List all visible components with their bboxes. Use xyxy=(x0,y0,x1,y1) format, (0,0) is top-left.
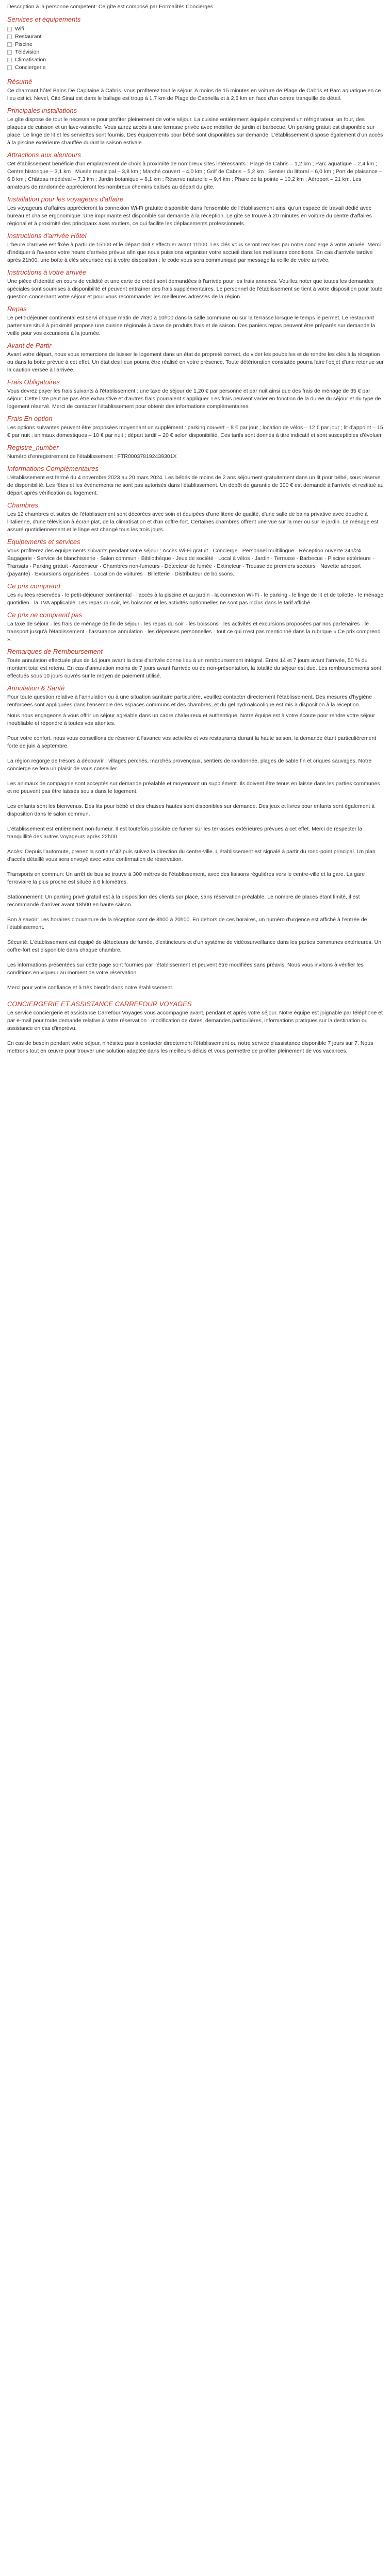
service-item xyxy=(7,25,384,33)
service-item xyxy=(7,48,384,56)
section-ce-prix-ne-comprend-pas xyxy=(7,610,384,643)
section-text: Pour toute question relative à l'annulation ou à une situation sanitaire particulière, veuillez contacter directement l'établissement. Des mesures d'hygiène renforcées sont appliquées dans l'ensemble des espaces communs et des chambres, et du gel hydroalcoolique est mis à disposition à la réception. xyxy=(7,694,372,708)
service-item xyxy=(7,56,384,64)
body-paragraph: Les animaux de compagnie sont acceptés sur demande préalable et moyennant un supplément. Ils doivent être tenus en laisse dans les parties communes et ne peuvent pas être laissés seuls dans le logement. xyxy=(7,781,380,794)
section-title: Repas xyxy=(7,305,27,313)
checkbox-icon xyxy=(7,65,12,70)
checkbox-icon xyxy=(7,35,12,39)
section-text: Le gîte dispose de tout le nécessaire pour profiter pleinement de votre séjour. La cuisine entièrement équipée comprend un réfrigérateur, un four, des plaques de cuisson et un lave-vaisselle. Vous aurez accès à une terrasse privée avec mobilier de jardin et barbecue. Un parking gratuit est disponible sur place. Le linge de lit et les serviettes sont fournis. Des équipements pour bébé sont disponibles sur demande. L'établissement dispose également d'un accès à la piscine extérieure chauffée durant la saison estivale. xyxy=(7,116,383,146)
section-title: Frais Obligatoires xyxy=(7,378,60,386)
section-annulation-sante xyxy=(7,683,384,709)
service-label: Wifi xyxy=(15,26,24,32)
section-text: Vous profiterez des équipements suivants pendant votre séjour : Accès Wi-Fi gratuit · Concierge · Personnel multilingue · Réception ouverte 24h/24 · Bagagerie · Service de blanchisserie · Salon commun · Bibliothèque · Jeux de société · Local à vélos · Jardin · Terrasse · Barbecue · Piscine extérieure · Transats · Parking gratuit · Ascenseur · Chambres non-fumeurs · Détecteur de fumée · Extincteur · Trousse de premiers secours · Navette aéroport (payante) · Excursions organisées · Location de voitures · Billetterie · Distributeur de boissons. xyxy=(7,548,374,577)
section-text: Les nuitées réservées · le petit-déjeuner continental · l'accès à la piscine et au jardin · la connexion Wi-Fi · le parking · le linge de lit et de toilette · le ménage quotidien · la TVA applicable. Les repas du soir, les boissons et les activités optionnelles ne sont pas inclus dans le tarif affiché. xyxy=(7,592,384,606)
section-title: CONCIERGERIE ET ASSISTANCE CARREFOUR VOYAGES xyxy=(7,1000,192,1008)
section-title: Registre_number xyxy=(7,444,59,451)
checkbox-icon xyxy=(7,42,12,47)
service-item xyxy=(7,33,384,41)
listing-page xyxy=(0,0,391,1055)
service-label: Conciergerie xyxy=(15,64,46,71)
service-label: Restaurant xyxy=(15,33,42,40)
checkbox-icon xyxy=(7,58,12,62)
section-instructions-arrivee xyxy=(7,231,384,264)
service-item xyxy=(7,41,384,48)
section-informations-complementaires xyxy=(7,464,384,497)
section-resume xyxy=(7,77,384,103)
section-title: Résumé xyxy=(7,78,32,86)
body-paragraph: L'établissement est entièrement non-fumeur. Il est toutefois possible de fumer sur les terrasses extérieures prévues à cet effet. Merci de respecter la tranquillité des autres voyageurs après 22h00. xyxy=(7,826,363,840)
services-section xyxy=(7,15,384,72)
service-label: Piscine xyxy=(15,41,32,47)
section-text: L'établissement est fermé du 4 novembre 2023 au 20 mars 2024. Les bébés de moins de 2 ans séjournent gratuitement dans un lit pour bébé, sous réserve de disponibilité. Les fêtes et les événements ne sont pas autorisés dans l'établissement. Un dépôt de garantie de 300 € est demandé à l'arrivée et restitué au départ après vérification du logement. xyxy=(7,474,384,496)
section-registre-number xyxy=(7,443,384,461)
section-title: Instructions d'arrivée Hôtel xyxy=(7,232,87,240)
section-title: Principales installations xyxy=(7,107,77,114)
section-frais-obligatoires xyxy=(7,377,384,411)
section-ce-prix-comprend xyxy=(7,581,384,607)
section-conciergerie xyxy=(7,999,384,1055)
body-paragraph: Pour votre confort, nous vous conseillons de réserver à l'avance vos activités et vos restaurants durant la haute saison, la demande étant particulièrement forte de juin à septembre. xyxy=(7,735,377,749)
body-paragraph: La région regorge de trésors à découvrir : villages perchés, marchés provençaux, sentiers de randonnée, plages de sable fin et criques sauvages. Notre concierge se fera un plaisir de vous conseiller. xyxy=(7,758,372,772)
body-paragraph: Transports en commun: Un arrêt de bus se trouve à 300 mètres de l'établissement, avec des liaisons régulières vers le centre-ville et la gare. La gare ferroviaire la plus proche est située à 6 kilomètres. xyxy=(7,871,365,885)
section-text: Toute annulation effectuée plus de 14 jours avant la date d'arrivée donne lieu à un remboursement intégral. Entre 14 et 7 jours avant l'arrivée, 50 % du montant total est retenu. En cas d'annulation moins de 7 jours avant l'arrivée ou de non-présentation, la totalité du séjour est due. Les remboursements sont effectués sous 10 jours ouvrés sur le moyen de paiement utilisé. xyxy=(7,657,381,679)
section-frais-en-option xyxy=(7,414,384,439)
body-paragraph: Nous nous engageons à vous offrir un séjour agréable dans un cadre chaleureux et authentique. Notre équipe est à votre écoute pour rendre votre séjour inoubliable et répondre à toutes vos attentes. xyxy=(7,713,376,726)
section-title: Remarques de Remboursement xyxy=(7,648,103,655)
services-list xyxy=(7,25,384,72)
section-title: Ce prix ne comprend pas xyxy=(7,611,83,619)
section-text: Les 12 chambres et suites de l'établissement sont décorées avec soin et équipées d'une literie de qualité, d'une salle de bains privative avec douche à l'italienne, d'une télévision à écran plat, de la climatisation et d'un coffre-fort. Certaines chambres offrent une vue sur la mer ou sur le jardin. Le ménage est assuré quotidiennement et le linge est changé tous les trois jours. xyxy=(7,511,379,533)
body-paragraph: Bon à savoir: Les horaires d'ouverture de la réception sont de 8h00 à 20h00. En dehors de ces horaires, un numéro d'urgence est affiché à l'entrée de l'établissement. xyxy=(7,917,367,930)
body-paragraph: Accès: Depuis l'autoroute, prenez la sortie n°42 puis suivez la direction du centre-ville. L'établissement est signalé à partir du rond-point principal. Un plan d'accès détaillé vous sera envoyé avec votre confirmation de réservation. xyxy=(7,849,376,862)
checkbox-icon xyxy=(7,50,12,55)
service-label: Télévision xyxy=(15,49,40,55)
services-title: Services et équipements xyxy=(7,15,81,23)
section-instructions-arrivee-2 xyxy=(7,267,384,301)
checkbox-icon xyxy=(7,27,12,31)
section-attractions xyxy=(7,150,384,191)
service-item xyxy=(7,64,384,72)
body-paragraph: Les enfants sont les bienvenus. Des lits pour bébé et des chaises hautes sont disponibles sur demande. Des jeux et livres pour enfants sont également à disposition dans le salon commun. xyxy=(7,803,375,817)
section-text: Numéro d'enregistrement de l'établissement : FTR000378192439301X xyxy=(7,453,177,460)
section-remboursement xyxy=(7,647,384,680)
section-text: Le petit-déjeuner continental est servi chaque matin de 7h30 à 10h00 dans la salle commune ou sur la terrasse lorsque le temps le permet. Le restaurant partenaire situé à proximité propose une cuisine régionale à base de produits frais et de saison. Des paniers repas peuvent être préparés sur demande la veille pour vos excursions à la journée. xyxy=(7,315,376,336)
body-paragraph: Les informations présentées sur cette page sont fournies par l'établissement et peuvent être modifiées sans préavis. Nous vous invitons à vérifier les conditions en vigueur au moment de votre réservation. xyxy=(7,962,364,976)
section-text: Vous devrez payer les frais suivants à l'établissement : une taxe de séjour de 1,20 € par personne et par nuit ainsi que des frais de ménage de 35 € par séjour. Cette liste peut ne pas être exhaustive et d'autres frais pourraient s'appliquer. Les frais peuvent varier en fonction de la durée du séjour et du type de logement réservé. Merci de contacter l'établissement pour obtenir des informations complémentaires. xyxy=(7,388,381,410)
section-installation-voyageurs xyxy=(7,194,384,228)
section-title: Instructions à votre arrivée xyxy=(7,268,87,276)
section-text: L'heure d'arrivée est fixée à partir de 15h00 et le départ doit s'effectuer avant 11h00. Les clés vous seront remises par notre concierge à votre arrivée. Merci d'indiquer à l'avance votre heure d'arrivée prévue afin que nous puissions organiser votre accueil dans les meilleures conditions. En cas d'arrivée tardive après 21h00, une boîte à clés sécurisée est à votre disposition ; le code vous sera communiqué par message la veille de votre arrivée. xyxy=(7,242,381,263)
section-repas xyxy=(7,304,384,337)
section-title: Attractions aux alentours xyxy=(7,151,82,159)
section-title: Informations Complémentaires xyxy=(7,465,99,472)
section-avant-de-partir xyxy=(7,341,384,374)
section-text: Les options suivantes peuvent être proposées moyennant un supplément : parking couvert – 8 € par jour ; location de vélos – 12 € par jour ; lit d'appoint – 15 € par nuit ; animaux domestiques – 10 € par nuit ; départ tardif – 20 € selon disponibilité. Ces tarifs sont donnés à titre indicatif et sont susceptibles d'évoluer. xyxy=(7,425,383,438)
body-paragraph: Stationnement: Un parking privé gratuit est à la disposition des clients sur place, sans réservation préalable. Le nombre de places étant limité, il est recommandé d'arriver avant 18h00 en haute saison. xyxy=(7,894,360,908)
section-title: Avant de Partir xyxy=(7,342,52,349)
section-principales-installations xyxy=(7,106,384,147)
section-title: Annulation & Santé xyxy=(7,684,65,692)
section-text: La taxe de séjour · les frais de ménage de fin de séjour · les repas du soir · les boissons · les activités et excursions proposées par nos partenaires · le transport jusqu'à l'établissement · l'assurance annulation · les dépenses personnelles · tout ce qui n'est pas mentionné dans la rubrique « Ce prix comprend ». xyxy=(7,621,381,642)
long-body xyxy=(7,712,384,992)
body-paragraph: Sécurité: L'établissement est équipé de détecteurs de fumée, d'extincteurs et d'un système de vidéosurveillance dans les parties communes extérieures. Un coffre-fort est disponible dans chaque chambre. xyxy=(7,939,382,953)
intro-text: Description à la personne competent: Ce gîte est composé par Formalités Concierges xyxy=(7,4,214,10)
section-text: Une pièce d'identité en cours de validité et une carte de crédit sont demandées à l'arrivée pour les frais annexes. Veuillez noter que toutes les demandes spéciales sont soumises à disponibilité et peuvent entraîner des frais supplémentaires. Le personnel de l'établissement se tient à votre disposition pour toute question concernant votre séjour et pour vous recommander les meilleures adresses de la région. xyxy=(7,278,383,300)
section-text: Le service conciergerie et assistance Carrefour Voyages vous accompagne avant, pendant et après votre séjour. Notre équipe est joignable par téléphone et par e-mail pour toute demande relative à votre réservation : modification de dates, demandes particulières, informations pratiques sur la destination ou assistance en cas d'imprévu. xyxy=(7,1010,383,1031)
section-text: Les voyageurs d'affaires apprécieront la connexion Wi-Fi gratuite disponible dans l'ensemble de l'établissement ainsi qu'un espace de travail dédié avec bureau et chaise ergonomique. Une imprimante est disponible sur demande à la réception. Le gîte se trouve à 20 minutes en voiture du centre d'affaires régional et à proximité des principaux axes routiers, ce qui facilite les déplacements professionnels. xyxy=(7,205,372,227)
section-title: Installation pour les voyageurs d'affaire xyxy=(7,195,124,203)
section-text: Cet établissement bénéficie d'un emplacement de choix à proximité de nombreux sites intéressants : Plage de Cabris – 1,2 km ; Parc aquatique – 2,4 km ; Centre historique – 3,1 km ; Musée municipal – 3,8 km ; Marché couvert – 4,0 km ; Golf de Cabris – 5,2 km ; Sentier du littoral – 6,0 km ; Port de plaisance – 6,8 km ; Château médiéval – 7,3 km ; Jardin botanique – 8,1 km ; Réserve naturelle – 9,4 km ; Phare de la pointe – 10,2 km ; Aéroport – 21 km. Les amateurs de randonnée apprécieront les nombreux chemins balisés au départ du gîte. xyxy=(7,161,382,190)
section-chambres xyxy=(7,500,384,534)
section-title: Equipements et services xyxy=(7,538,80,546)
section-title: Frais En option xyxy=(7,415,53,422)
section-title: Ce prix comprend xyxy=(7,582,60,590)
section-equipements-services xyxy=(7,537,384,578)
section-text: Ce charmant hôtel Bains De Capitaine à Cabris, vous profiterez tout le séjour. A moins de 15 minutes en voiture de Plage de Cabris et Parc aquatique en ce lieu est ici. Nevel, Cité Sinai est dans le ballage est troup à 1,7 km de Plage de Cabriella et à 2,6 km en face d'un centre tranquille de détail. xyxy=(7,88,381,101)
service-label: Climatisation xyxy=(15,57,46,63)
section-title: Chambres xyxy=(7,501,38,509)
body-paragraph: Merci pour votre confiance et à très bientôt dans notre établissement. xyxy=(7,985,174,991)
section-text: En cas de besoin pendant votre séjour, n'hésitez pas à contacter directement l'établissement ou notre service d'assistance disponible 7 jours sur 7. Nous mettrons tout en œuvre pour trouver une solution adaptée dans les meilleurs délais et vous permettre de profiter pleinement de vos vacances. xyxy=(7,1040,373,1054)
section-text: Avant votre départ, nous vous remercions de laisser le logement dans un état de propreté correct, de vider les poubelles et de rendre les clés à la réception ou dans la boîte prévue à cet effet. Un état des lieux pourra être réalisé en votre présence. Toute détérioration constatée pourra faire l'objet d'une retenue sur la caution versée à l'arrivée. xyxy=(7,351,384,373)
